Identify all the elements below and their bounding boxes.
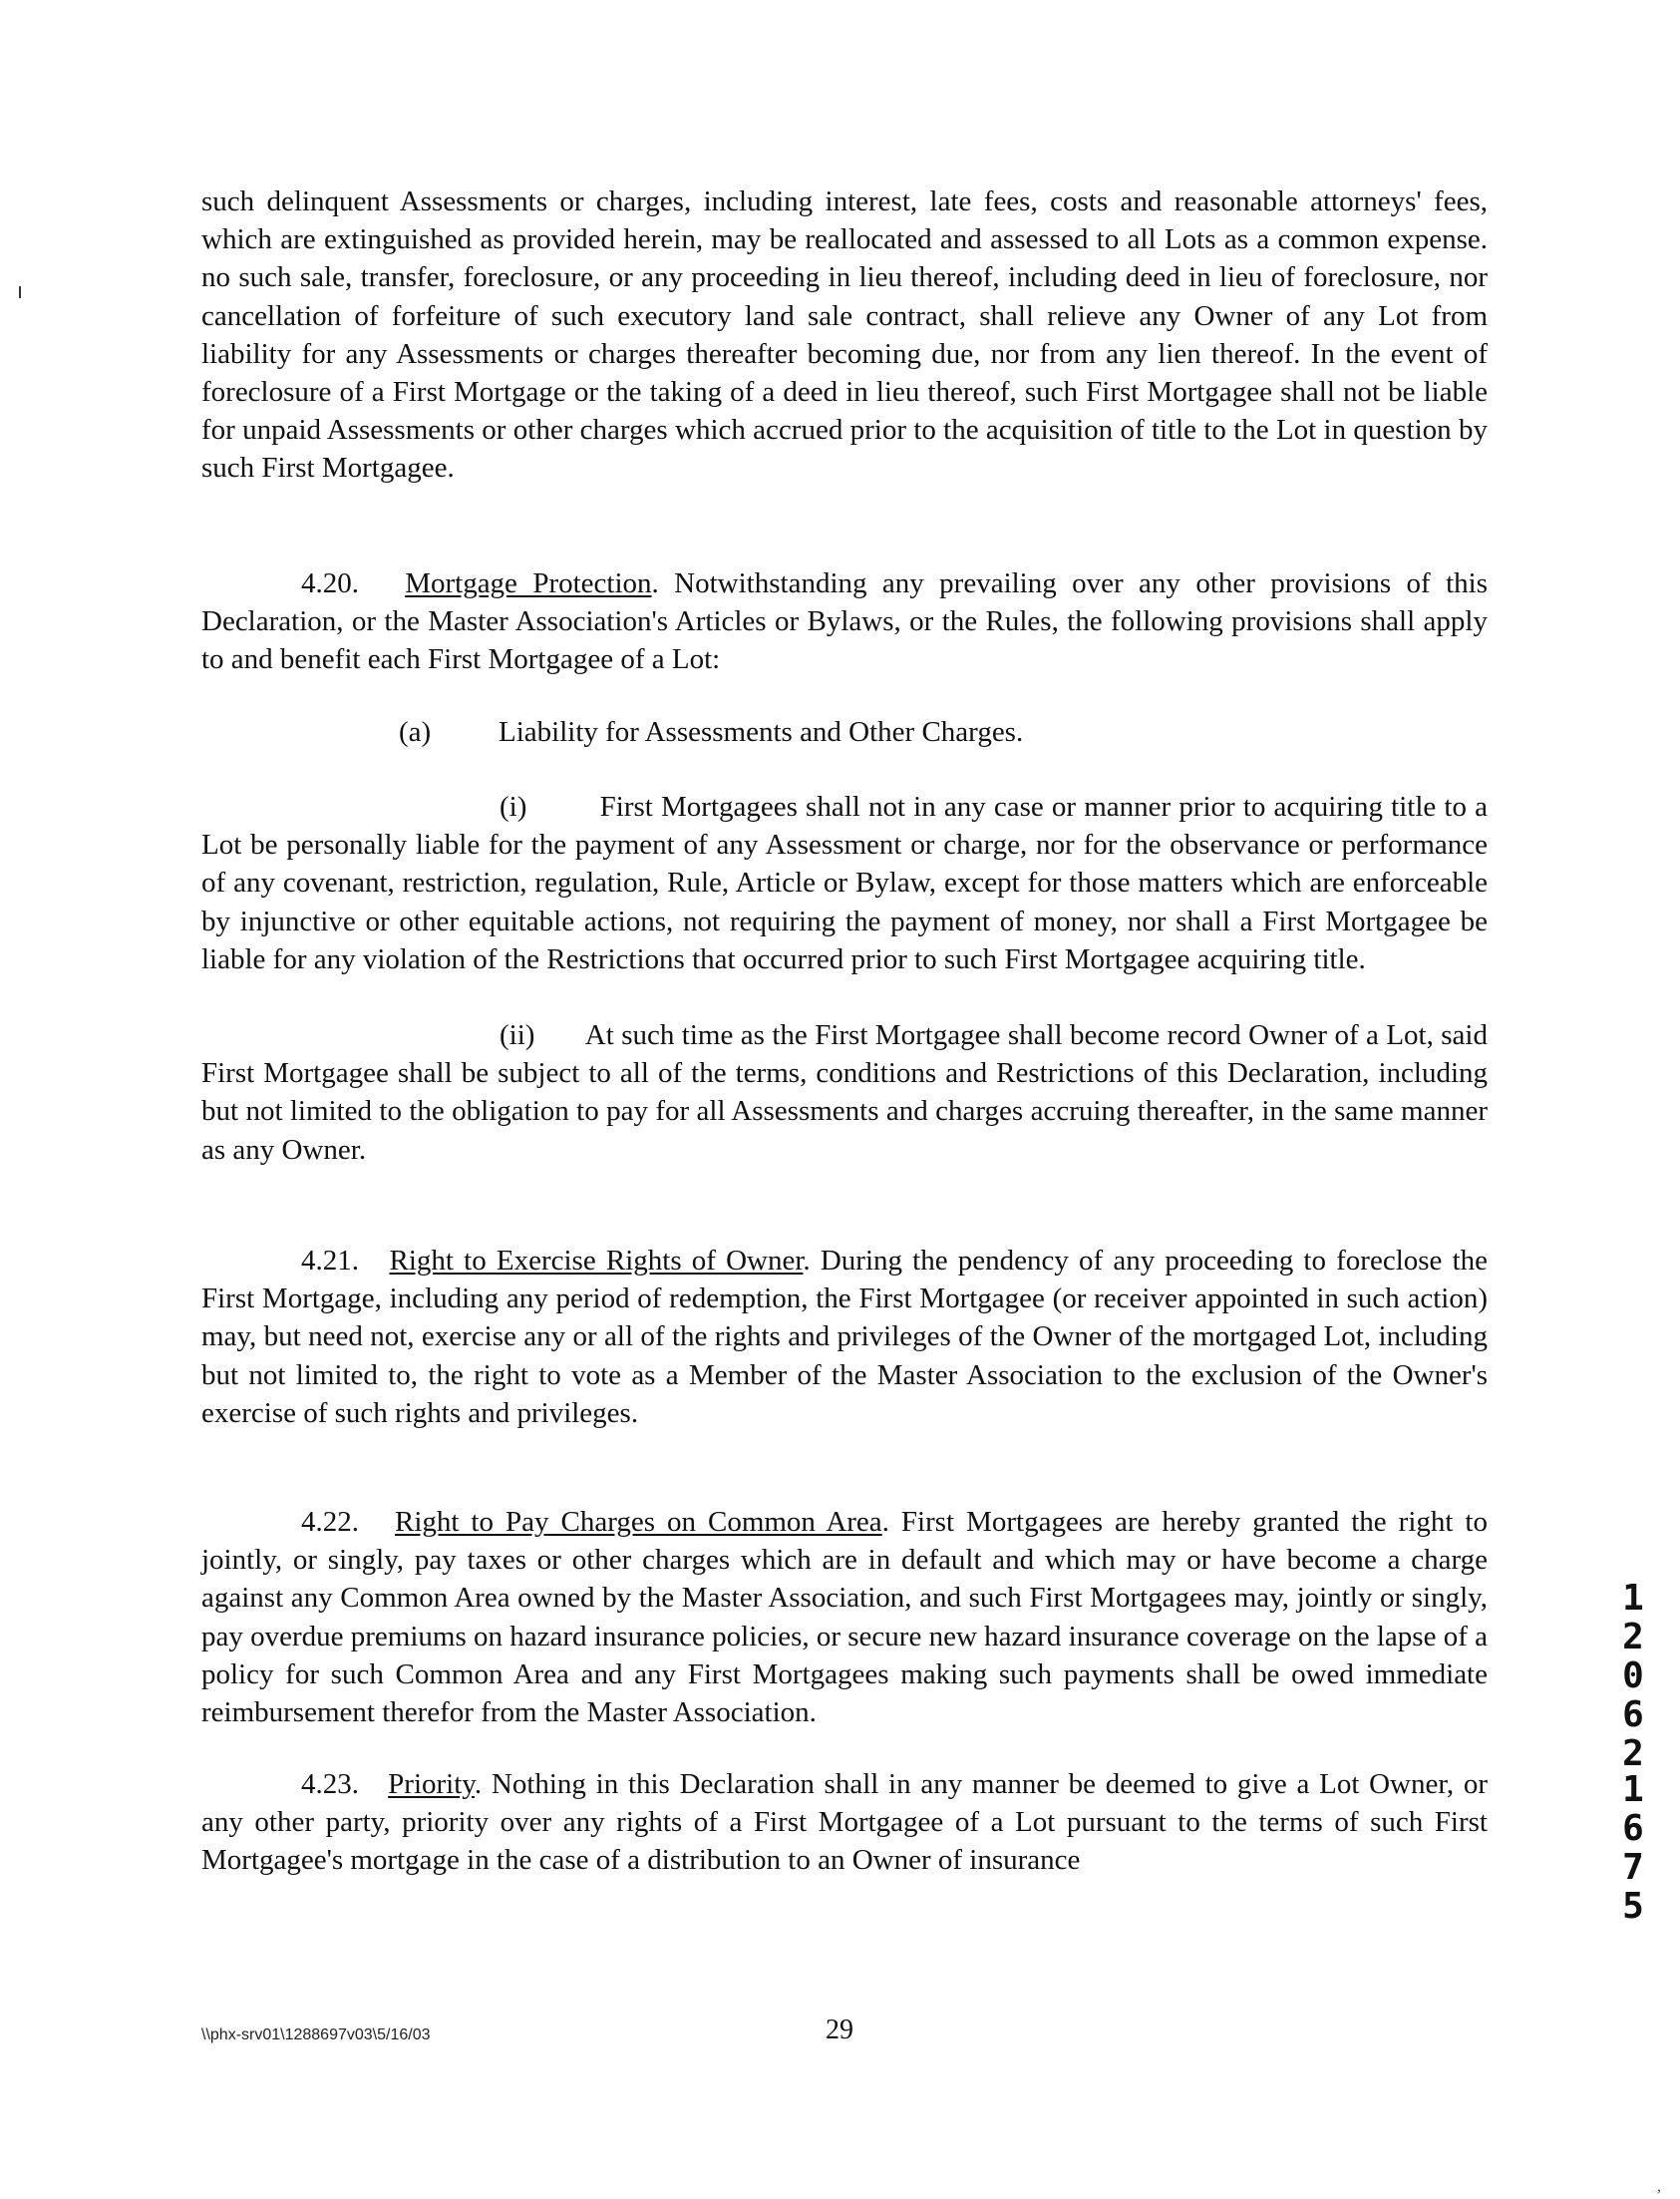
margin-mark	[19, 286, 21, 298]
sub-ii-text: At such time as the First Mortgagee shall become record Owner of a Lot, said First Mortgagee shall be subject to all of the terms, conditions and Restrictions of this Declaration, including but not limited to the obligation to pay for all Assessments and charges accruing thereafter, in the same manner as any Owner.	[201, 1019, 1488, 1166]
sub-a-label: (a)	[399, 716, 432, 748]
section-4-22-title: Right to Pay Charges on Common Area	[394, 1506, 882, 1538]
section-4-20-paragraph	[201, 564, 1488, 679]
recording-stamp-top	[1618, 1579, 1648, 1773]
page-number: 29	[826, 2015, 853, 2045]
sub-ii-label: (ii)	[500, 1019, 535, 1051]
corner-mark: ,	[1657, 2178, 1661, 2195]
continuation-paragraph	[201, 183, 1488, 488]
stamp-digit: 1	[1622, 1578, 1644, 1619]
stamp-digit: 6	[1622, 1694, 1644, 1735]
section-4-21-text: . During the pendency of any proceeding to foreclose the First Mortgage, including any period of redemption, the First Mortgagee (or receiver appointed in such action) may, but need not, exercise any or all of the rights and privileges of the Owner of the mortgaged Lot, including but not limited to, the right to vote as a Member of the Master Association to the exclusion of the Owner's exercise of such rights and privileges.	[201, 1245, 1489, 1429]
section-4-21	[201, 1242, 1488, 1432]
recording-stamp-bottom	[1618, 1770, 1648, 1926]
stamp-digit: 1	[1622, 1769, 1644, 1810]
section-4-23-title: Priority	[388, 1768, 475, 1800]
section-4-23	[201, 1765, 1488, 1880]
section-4-21-title: Right to Exercise Rights of Owner	[389, 1245, 804, 1277]
stamp-digit: 7	[1622, 1847, 1644, 1888]
sub-i-label: (i)	[500, 791, 527, 823]
section-4-20-number: 4.20.	[301, 567, 359, 599]
section-4-23-number: 4.23.	[301, 1768, 359, 1800]
section-4-23-text: . Nothing in this Declaration shall in any manner be deemed to give a Lot Owner, or any other party, priority over any rights of a First Mortgagee of a Lot pursuant to the terms of such First Mortgagee's mortgage in the case of a distribution to an Owner of insurance	[201, 1768, 1488, 1877]
stamp-digit: 2	[1622, 1617, 1644, 1657]
sub-i-paragraph	[201, 788, 1488, 978]
sub-a-text: Liability for Assessments and Other Charges.	[499, 716, 1024, 748]
section-4-20-text: . Notwithstanding any prevailing over any other provisions of this Declaration, or the Master Association's Articles or Bylaws, or the Rules, the following provisions shall apply to and benefit each First Mortgagee of a Lot:	[201, 567, 1488, 676]
continuation-text: such delinquent Assessments or charges, including interest, late fees, costs and reasonable attorneys' fees, which are extinguished as provided herein, may be reallocated and assessed to all Lots as a common expense. no such sale, transfer, foreclosure, or any proceeding in lieu thereof, including deed in lieu of foreclosure, nor cancellation of forfeiture of such executory land sale contract, shall relieve any Owner of any Lot from liability for any Assessments or charges thereafter becoming due, nor from any lien thereof. In the event of foreclosure of a First Mortgage or the taking of a deed in lieu thereof, such First Mortgagee shall not be liable for unpaid Assessments or other charges which accrued prior to the acquisition of title to the Lot in question by such First Mortgagee.	[201, 185, 1488, 485]
section-4-20-title: Mortgage Protection	[405, 567, 652, 599]
footer-file-path: \\phx-srv01\1288697v03\5/16/03	[201, 2026, 431, 2043]
section-4-20	[201, 564, 1488, 679]
stamp-digit: 5	[1622, 1886, 1644, 1927]
stamp-digit: 0	[1622, 1655, 1644, 1696]
stamp-digit: 6	[1622, 1808, 1644, 1849]
stamp-digit: 2	[1622, 1733, 1644, 1774]
section-4-22-text: . First Mortgagees are hereby granted the right to jointly, or singly, pay taxes or other charges which are in default and which may or have become a charge against any Common Area owned by the Master Association, and such First Mortgagees may, jointly or singly, pay overdue premiums on hazard insurance policies, or secure new hazard insurance coverage on the lapse of a policy for such Common Area and any First Mortgagees making such payments shall be owed immediate reimbursement therefor from the Master Association.	[201, 1506, 1488, 1729]
section-4-21-number: 4.21.	[301, 1245, 359, 1277]
sub-i-text: First Mortgagees shall not in any case or manner prior to acquiring title to a Lot be personally liable for the payment of any Assessment or charge, nor for the observance or performance of any covenant, restriction, regulation, Rule, Article or Bylaw, except for those matters which are enforceable by injunctive or other equitable actions, not requiring the payment of money, nor shall a First Mortgagee be liable for any violation of the Restrictions that occurred prior to such First Mortgagee acquiring title.	[201, 791, 1488, 975]
sub-ii-paragraph	[201, 1016, 1488, 1169]
section-4-22-number: 4.22.	[301, 1506, 359, 1538]
section-4-22	[201, 1503, 1488, 1731]
